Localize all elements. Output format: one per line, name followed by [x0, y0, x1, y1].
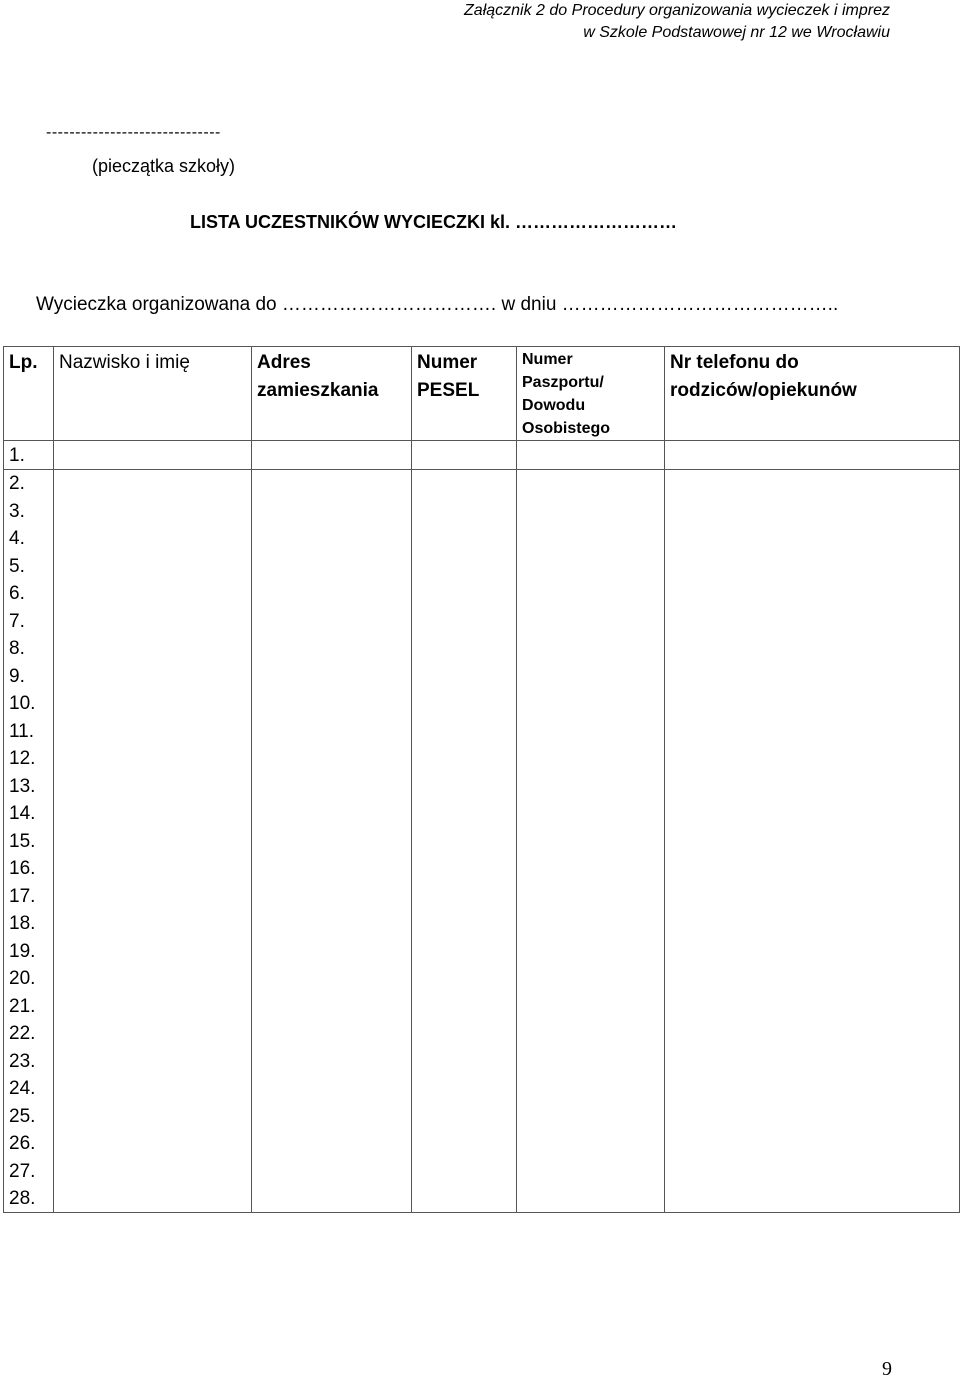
cell-address[interactable] — [252, 965, 412, 993]
cell-passport[interactable] — [517, 497, 665, 525]
table-row — [4, 717, 960, 745]
cell-address[interactable] — [252, 855, 412, 883]
table-row — [4, 635, 960, 663]
cell-phone[interactable] — [665, 635, 960, 663]
table-row — [4, 552, 960, 580]
cell-passport[interactable] — [517, 635, 665, 663]
table-row — [4, 690, 960, 718]
cell-lp: 2. — [4, 469, 54, 497]
page-number: 9 — [882, 1358, 892, 1380]
cell-address[interactable] — [252, 690, 412, 718]
organized-line — [36, 294, 838, 316]
cell-pesel[interactable] — [412, 1075, 517, 1103]
cell-lp: 10. — [4, 690, 54, 718]
cell-phone[interactable] — [665, 910, 960, 938]
document-title: LISTA UCZESTNIKÓW WYCIECZKI kl. ……………………… — [190, 212, 677, 232]
cell-name[interactable] — [54, 635, 252, 663]
table-row — [4, 882, 960, 910]
cell-name[interactable] — [54, 469, 252, 497]
cell-name[interactable] — [54, 827, 252, 855]
table-row — [4, 937, 960, 965]
cell-passport[interactable] — [517, 1130, 665, 1158]
cell-address[interactable] — [252, 827, 412, 855]
cell-lp: 12. — [4, 745, 54, 773]
cell-address[interactable] — [252, 1185, 412, 1213]
cell-address[interactable] — [252, 745, 412, 773]
cell-pesel[interactable] — [412, 607, 517, 635]
cell-passport[interactable] — [517, 1075, 665, 1103]
cell-passport[interactable] — [517, 910, 665, 938]
cell-address[interactable] — [252, 937, 412, 965]
cell-passport[interactable] — [517, 469, 665, 497]
cell-name[interactable] — [54, 772, 252, 800]
cell-pesel[interactable] — [412, 580, 517, 608]
cell-passport[interactable] — [517, 1157, 665, 1185]
cell-pesel[interactable] — [412, 525, 517, 553]
cell-name[interactable] — [54, 497, 252, 525]
cell-lp: 1. — [4, 441, 54, 470]
table-row — [4, 1020, 960, 1048]
cell-passport[interactable] — [517, 965, 665, 993]
cell-passport[interactable] — [517, 1102, 665, 1130]
header-name: Nazwisko i imię — [54, 347, 252, 441]
cell-name[interactable] — [54, 1020, 252, 1048]
cell-lp: 25. — [4, 1102, 54, 1130]
cell-phone[interactable] — [665, 662, 960, 690]
organized-middle: w dniu — [496, 294, 562, 315]
cell-name[interactable] — [54, 1130, 252, 1158]
cell-passport[interactable] — [517, 745, 665, 773]
cell-phone[interactable] — [665, 690, 960, 718]
attachment-line-2: w Szkole Podstawowej nr 12 we Wrocławiu — [583, 24, 890, 41]
cell-name[interactable] — [54, 965, 252, 993]
cell-pesel[interactable] — [412, 662, 517, 690]
cell-lp: 27. — [4, 1157, 54, 1185]
cell-name[interactable] — [54, 1102, 252, 1130]
cell-phone[interactable] — [665, 525, 960, 553]
cell-phone[interactable] — [665, 497, 960, 525]
cell-passport[interactable] — [517, 992, 665, 1020]
cell-phone[interactable] — [665, 827, 960, 855]
destination-blank: ……………………………. — [281, 294, 497, 315]
cell-passport[interactable] — [517, 525, 665, 553]
cell-phone[interactable] — [665, 607, 960, 635]
cell-passport[interactable] — [517, 800, 665, 828]
cell-passport[interactable] — [517, 882, 665, 910]
table-row — [4, 992, 960, 1020]
cell-phone[interactable] — [665, 1075, 960, 1103]
cell-pesel[interactable] — [412, 827, 517, 855]
table-row — [4, 607, 960, 635]
cell-address[interactable] — [252, 469, 412, 497]
cell-passport[interactable] — [517, 855, 665, 883]
cell-lp: 22. — [4, 1020, 54, 1048]
cell-pesel[interactable] — [412, 772, 517, 800]
cell-lp: 17. — [4, 882, 54, 910]
cell-name[interactable] — [54, 717, 252, 745]
table-row — [4, 745, 960, 773]
cell-address[interactable] — [252, 580, 412, 608]
cell-name[interactable] — [54, 1157, 252, 1185]
cell-pesel[interactable] — [412, 855, 517, 883]
cell-address[interactable] — [252, 497, 412, 525]
attachment-line-1: Załącznik 2 do Procedury organizowania wycieczek i imprez — [464, 2, 890, 19]
cell-lp: 13. — [4, 772, 54, 800]
cell-name[interactable] — [54, 662, 252, 690]
cell-lp: 5. — [4, 552, 54, 580]
cell-address[interactable] — [252, 1020, 412, 1048]
table-row — [4, 1102, 960, 1130]
cell-phone[interactable] — [665, 965, 960, 993]
cell-pesel[interactable] — [412, 441, 517, 470]
cell-name[interactable] — [54, 1185, 252, 1213]
cell-address[interactable] — [252, 525, 412, 553]
table-row — [4, 1075, 960, 1103]
cell-name[interactable] — [54, 580, 252, 608]
cell-phone[interactable] — [665, 855, 960, 883]
cell-address[interactable] — [252, 1075, 412, 1103]
header-phone: Nr telefonu do rodziców/opiekunów — [665, 347, 960, 441]
cell-passport[interactable] — [517, 1020, 665, 1048]
cell-name[interactable] — [54, 525, 252, 553]
table-row — [4, 580, 960, 608]
table-row — [4, 827, 960, 855]
organized-prefix: Wycieczka organizowana do — [36, 294, 282, 315]
table-row — [4, 525, 960, 553]
cell-passport[interactable] — [517, 690, 665, 718]
cell-passport[interactable] — [517, 441, 665, 470]
table-row — [4, 1130, 960, 1158]
cell-pesel[interactable] — [412, 937, 517, 965]
table-row — [4, 772, 960, 800]
table-row — [4, 1047, 960, 1075]
cell-lp: 24. — [4, 1075, 54, 1103]
cell-phone[interactable] — [665, 1047, 960, 1075]
table-row — [4, 1157, 960, 1185]
cell-phone[interactable] — [665, 469, 960, 497]
cell-address[interactable] — [252, 552, 412, 580]
cell-passport[interactable] — [517, 772, 665, 800]
cell-pesel[interactable] — [412, 1130, 517, 1158]
cell-pesel[interactable] — [412, 1102, 517, 1130]
cell-name[interactable] — [54, 607, 252, 635]
stamp-dashes: ------------------------------ — [46, 124, 221, 141]
cell-lp: 21. — [4, 992, 54, 1020]
cell-passport[interactable] — [517, 580, 665, 608]
cell-pesel[interactable] — [412, 882, 517, 910]
cell-passport[interactable] — [517, 1047, 665, 1075]
cell-address[interactable] — [252, 607, 412, 635]
table-row — [4, 497, 960, 525]
cell-name[interactable] — [54, 992, 252, 1020]
date-blank: …………………………………….. — [561, 294, 839, 315]
cell-lp: 20. — [4, 965, 54, 993]
header-lp: Lp. — [4, 347, 54, 441]
cell-phone[interactable] — [665, 552, 960, 580]
cell-phone[interactable] — [665, 745, 960, 773]
cell-pesel[interactable] — [412, 800, 517, 828]
cell-pesel[interactable] — [412, 635, 517, 663]
cell-lp: 18. — [4, 910, 54, 938]
table-row — [4, 910, 960, 938]
cell-address[interactable] — [252, 1047, 412, 1075]
participants-table — [3, 346, 960, 1213]
cell-phone[interactable] — [665, 1185, 960, 1213]
cell-lp: 15. — [4, 827, 54, 855]
cell-passport[interactable] — [517, 662, 665, 690]
cell-name[interactable] — [54, 910, 252, 938]
attachment-note — [464, 0, 890, 44]
cell-lp: 26. — [4, 1130, 54, 1158]
cell-name[interactable] — [54, 1075, 252, 1103]
cell-phone[interactable] — [665, 1157, 960, 1185]
cell-address[interactable] — [252, 992, 412, 1020]
cell-pesel[interactable] — [412, 1185, 517, 1213]
cell-lp: 6. — [4, 580, 54, 608]
cell-pesel[interactable] — [412, 497, 517, 525]
cell-address[interactable] — [252, 662, 412, 690]
header-passport: Numer Paszportu/ Dowodu Osobistego — [517, 347, 665, 441]
table-row — [4, 800, 960, 828]
cell-address[interactable] — [252, 441, 412, 470]
header-pesel: Numer PESEL — [412, 347, 517, 441]
cell-lp: 23. — [4, 1047, 54, 1075]
cell-phone[interactable] — [665, 1102, 960, 1130]
cell-address[interactable] — [252, 800, 412, 828]
cell-lp: 14. — [4, 800, 54, 828]
cell-lp: 9. — [4, 662, 54, 690]
cell-pesel[interactable] — [412, 965, 517, 993]
cell-lp: 28. — [4, 1185, 54, 1213]
table-row — [4, 662, 960, 690]
cell-passport[interactable] — [517, 552, 665, 580]
cell-phone[interactable] — [665, 992, 960, 1020]
cell-phone[interactable] — [665, 1020, 960, 1048]
cell-name[interactable] — [54, 855, 252, 883]
cell-phone[interactable] — [665, 580, 960, 608]
cell-phone[interactable] — [665, 1130, 960, 1158]
cell-lp: 3. — [4, 497, 54, 525]
cell-address[interactable] — [252, 635, 412, 663]
cell-passport[interactable] — [517, 937, 665, 965]
cell-lp: 4. — [4, 525, 54, 553]
cell-passport[interactable] — [517, 827, 665, 855]
cell-name[interactable] — [54, 745, 252, 773]
table-row — [4, 1185, 960, 1213]
cell-name[interactable] — [54, 800, 252, 828]
cell-phone[interactable] — [665, 772, 960, 800]
table-row — [4, 855, 960, 883]
cell-passport[interactable] — [517, 607, 665, 635]
cell-lp: 11. — [4, 717, 54, 745]
cell-passport[interactable] — [517, 717, 665, 745]
cell-passport[interactable] — [517, 1185, 665, 1213]
cell-pesel[interactable] — [412, 992, 517, 1020]
cell-name[interactable] — [54, 690, 252, 718]
cell-pesel[interactable] — [412, 1020, 517, 1048]
table-row — [4, 441, 960, 470]
cell-name[interactable] — [54, 1047, 252, 1075]
cell-name[interactable] — [54, 882, 252, 910]
cell-name[interactable] — [54, 441, 252, 470]
cell-pesel[interactable] — [412, 469, 517, 497]
cell-pesel[interactable] — [412, 1047, 517, 1075]
cell-name[interactable] — [54, 937, 252, 965]
cell-name[interactable] — [54, 552, 252, 580]
header-address: Adres zamieszkania — [252, 347, 412, 441]
stamp-label: (pieczątka szkoły) — [92, 156, 236, 176]
table-row — [4, 469, 960, 497]
cell-address[interactable] — [252, 772, 412, 800]
cell-lp: 19. — [4, 937, 54, 965]
header-row — [4, 347, 960, 441]
table-row — [4, 965, 960, 993]
cell-phone[interactable] — [665, 937, 960, 965]
cell-lp: 16. — [4, 855, 54, 883]
cell-phone[interactable] — [665, 441, 960, 470]
cell-phone[interactable] — [665, 882, 960, 910]
cell-lp: 8. — [4, 635, 54, 663]
cell-pesel[interactable] — [412, 717, 517, 745]
cell-address[interactable] — [252, 1157, 412, 1185]
cell-address[interactable] — [252, 910, 412, 938]
cell-pesel[interactable] — [412, 910, 517, 938]
cell-pesel[interactable] — [412, 1157, 517, 1185]
cell-phone[interactable] — [665, 717, 960, 745]
cell-pesel[interactable] — [412, 690, 517, 718]
cell-phone[interactable] — [665, 800, 960, 828]
cell-pesel[interactable] — [412, 745, 517, 773]
cell-address[interactable] — [252, 1102, 412, 1130]
cell-pesel[interactable] — [412, 552, 517, 580]
cell-address[interactable] — [252, 882, 412, 910]
cell-address[interactable] — [252, 1130, 412, 1158]
cell-lp: 7. — [4, 607, 54, 635]
cell-address[interactable] — [252, 717, 412, 745]
